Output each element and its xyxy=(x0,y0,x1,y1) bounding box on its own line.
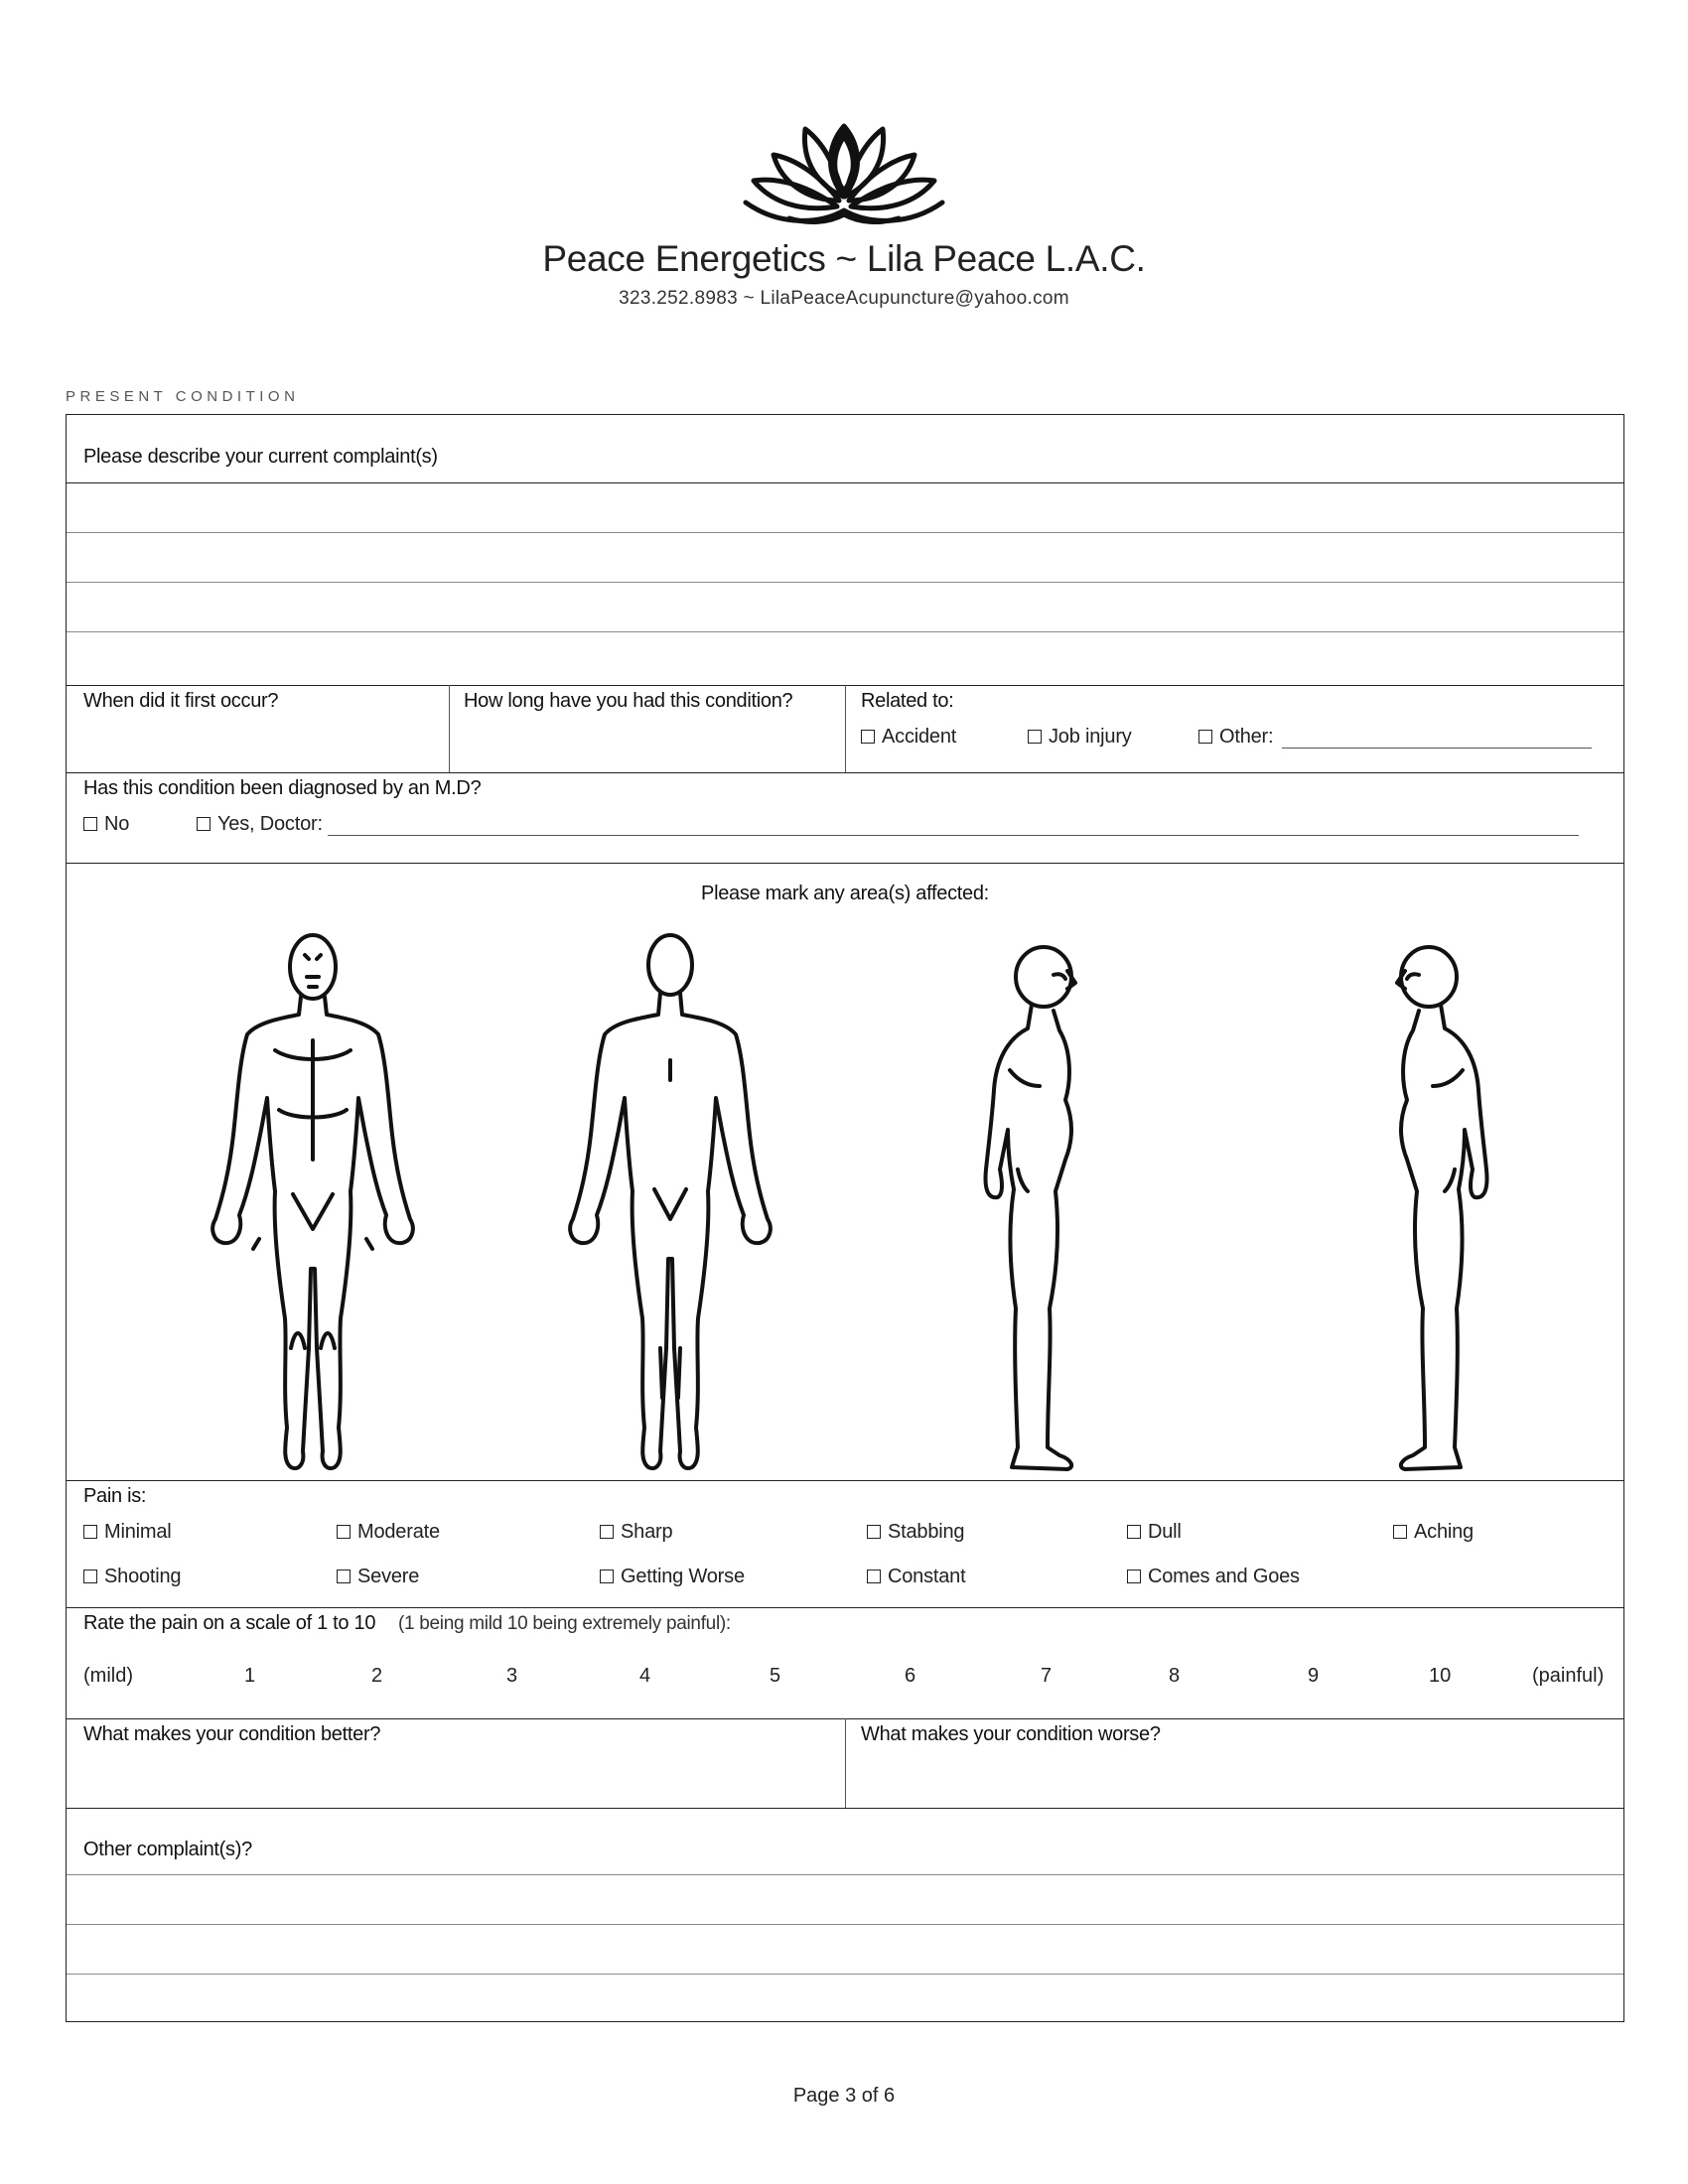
pain-moderate-checkbox[interactable]: Moderate xyxy=(337,1521,440,1544)
scale-option-9[interactable]: 9 xyxy=(1308,1665,1320,1687)
other-line-1[interactable] xyxy=(67,1874,1623,1875)
checkbox-icon xyxy=(197,817,211,831)
checkbox-icon xyxy=(83,1525,97,1539)
complaint-label: Please describe your current complaint(s) xyxy=(83,446,438,468)
checkbox-icon xyxy=(1028,730,1042,744)
pain-sharp-checkbox[interactable]: Sharp xyxy=(600,1521,672,1544)
related-accident-checkbox[interactable]: Accident xyxy=(861,726,956,749)
pain-scale-label: Rate the pain on a scale of 1 to 10 xyxy=(83,1612,376,1634)
checkbox-icon xyxy=(600,1525,614,1539)
checkbox-icon xyxy=(867,1525,881,1539)
pain-aching-checkbox[interactable]: Aching xyxy=(1393,1521,1474,1544)
checkbox-icon xyxy=(861,730,875,744)
related-label: Related to: xyxy=(861,690,954,712)
checkbox-icon xyxy=(867,1570,881,1583)
practice-name: Peace Energetics ~ Lila Peace L.A.C. xyxy=(542,238,1146,279)
scale-high-label: (painful) xyxy=(1532,1665,1605,1687)
scale-option-6[interactable]: 6 xyxy=(905,1665,916,1687)
scale-low-label: (mild) xyxy=(83,1665,133,1687)
checkbox-icon xyxy=(337,1570,351,1583)
better-label: What makes your condition better? xyxy=(83,1723,381,1745)
first-occur-label: When did it first occur? xyxy=(83,690,279,712)
pain-minimal-checkbox[interactable]: Minimal xyxy=(83,1521,172,1544)
scale-option-5[interactable]: 5 xyxy=(770,1665,781,1687)
contact-line: 323.252.8983 ~ LilaPeaceAcupuncture@yahoo.com xyxy=(619,288,1069,309)
diagnosis-label: Has this condition been diagnosed by an M.D? xyxy=(83,777,482,799)
checkbox-icon xyxy=(600,1570,614,1583)
checkbox-icon xyxy=(1127,1570,1141,1583)
related-job-injury-checkbox[interactable]: Job injury xyxy=(1028,726,1132,749)
checkbox-icon xyxy=(1127,1525,1141,1539)
related-other-checkbox[interactable]: Other: xyxy=(1198,726,1273,749)
checkbox-icon xyxy=(83,817,97,831)
other-line-2[interactable] xyxy=(67,1924,1623,1925)
pain-dull-checkbox[interactable]: Dull xyxy=(1127,1521,1182,1544)
diagnosis-yes-checkbox[interactable]: Yes, Doctor: xyxy=(197,813,323,836)
checkbox-icon xyxy=(1198,730,1212,744)
pain-severe-checkbox[interactable]: Severe xyxy=(337,1566,419,1588)
complaint-line-2[interactable] xyxy=(67,582,1623,583)
scale-option-1[interactable]: 1 xyxy=(244,1665,256,1687)
body-front-view[interactable] xyxy=(194,931,432,1487)
related-other-field[interactable] xyxy=(1282,748,1592,749)
duration-label: How long have you had this condition? xyxy=(464,690,793,712)
page-number: Page 3 of 6 xyxy=(792,2085,896,2107)
pain-comes-and-goes-checkbox[interactable]: Comes and Goes xyxy=(1127,1566,1300,1588)
body-right-side-view[interactable] xyxy=(948,931,1147,1487)
present-condition-form xyxy=(66,414,1624,2022)
checkbox-icon xyxy=(1393,1525,1407,1539)
diagnosis-no-checkbox[interactable]: No xyxy=(83,813,129,836)
scale-option-10[interactable]: 10 xyxy=(1429,1665,1452,1687)
section-title: PRESENT CONDITION xyxy=(66,388,300,405)
body-back-view[interactable] xyxy=(551,931,789,1487)
complaint-line-3[interactable] xyxy=(67,631,1623,632)
pain-constant-checkbox[interactable]: Constant xyxy=(867,1566,965,1588)
pain-label: Pain is: xyxy=(83,1485,147,1507)
scale-option-8[interactable]: 8 xyxy=(1169,1665,1181,1687)
pain-stabbing-checkbox[interactable]: Stabbing xyxy=(867,1521,964,1544)
pain-getting-worse-checkbox[interactable]: Getting Worse xyxy=(600,1566,745,1588)
other-complaints-label: Other complaint(s)? xyxy=(83,1839,252,1860)
scale-option-2[interactable]: 2 xyxy=(371,1665,383,1687)
other-line-3[interactable] xyxy=(67,1974,1623,1975)
complaint-line-1[interactable] xyxy=(67,532,1623,533)
pain-scale-note: (1 being mild 10 being extremely painful): xyxy=(398,1613,731,1634)
scale-option-4[interactable]: 4 xyxy=(639,1665,651,1687)
pain-shooting-checkbox[interactable]: Shooting xyxy=(83,1566,181,1588)
doctor-name-field[interactable] xyxy=(328,835,1579,836)
body-left-side-view[interactable] xyxy=(1326,931,1524,1487)
checkbox-icon xyxy=(83,1570,97,1583)
worse-label: What makes your condition worse? xyxy=(861,1723,1161,1745)
scale-option-3[interactable]: 3 xyxy=(506,1665,518,1687)
lotus-icon xyxy=(740,111,948,230)
checkbox-icon xyxy=(337,1525,351,1539)
body-chart-label: Please mark any area(s) affected: xyxy=(701,883,989,904)
scale-option-7[interactable]: 7 xyxy=(1041,1665,1053,1687)
